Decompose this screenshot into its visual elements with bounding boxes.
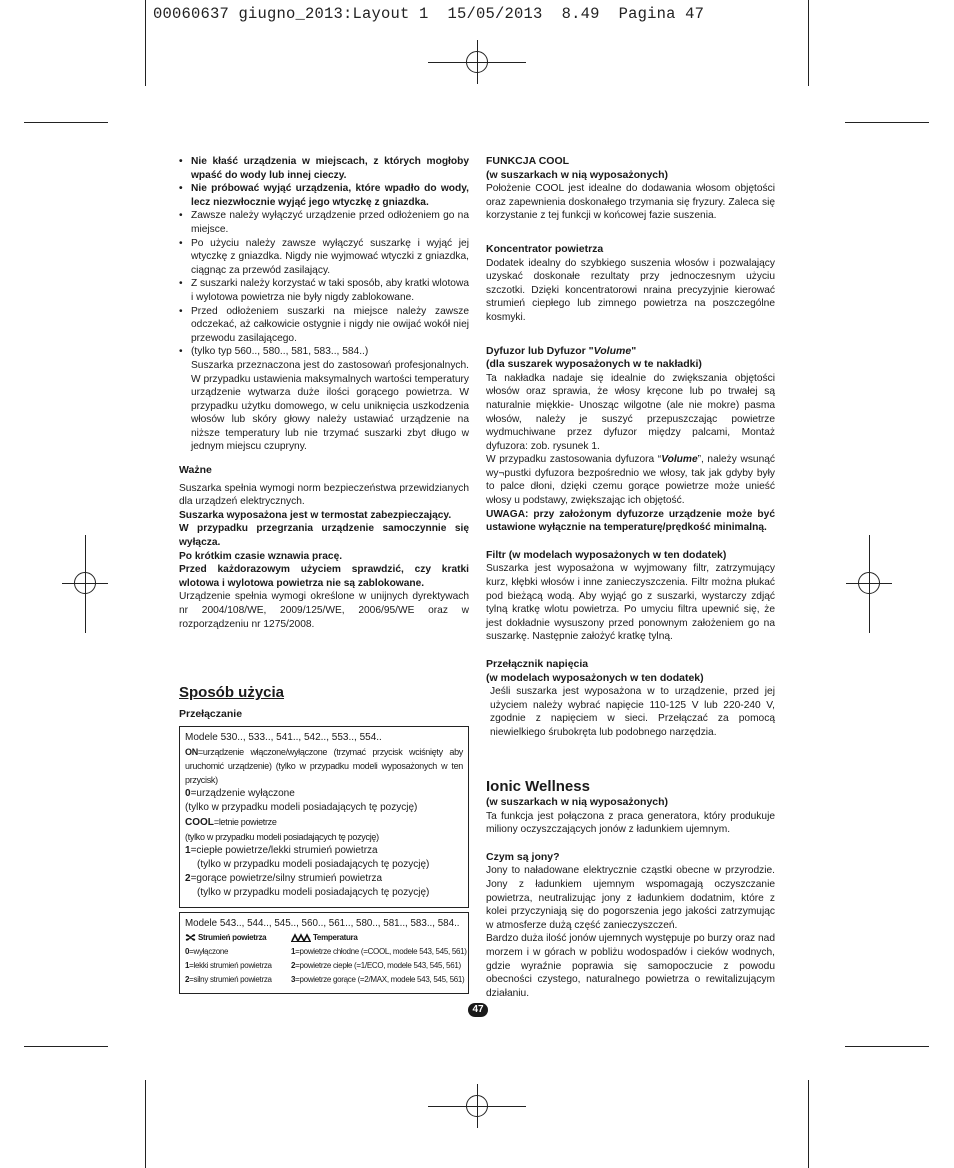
temp-key: 3 bbox=[291, 975, 296, 984]
dyfuzor-heading bbox=[486, 345, 775, 359]
jony-heading: Czym są jony? bbox=[486, 850, 560, 863]
page-number: 47 bbox=[468, 1003, 488, 1017]
switch-note: (tylko w przypadku modeli posiadających tę pozycję) bbox=[185, 832, 379, 842]
switch-desc: =urządzenie włączone/wyłączone (trzymać przycisk wciśnięty aby uruchomić urządzenie) (tylko w przypadku modeli wyposażonych w ten przycisk) bbox=[185, 747, 463, 785]
filtr-text: Suszarka jest wyposażona w wyjmowany filtr, zatrzymujący kurz, kłębki włosów i inne zanieczyszczenia. Filtr można płukać pod bieżącą wodą. Aby wyjąć go z suszarki, wystarczy zdjąć tylną kratkę wlotu powietrza. Po umyciu filtra upewnić się, że jest dokładnie wysuszony przed ponownym założeniem go na suszarkę. Następnie założyć kratkę tylną. bbox=[486, 563, 775, 643]
ionic-heading: Ionic Wellness bbox=[486, 778, 590, 795]
switch-desc: =ciepłe powietrze/lekki strumień powietrza bbox=[190, 845, 378, 856]
temp-desc: =powietrze ciepłe (=1/ECO, modele 543, 545, 561) bbox=[295, 961, 461, 970]
dyfuzor-subheading: (dla suszarek wyposażonych w te nakładki) bbox=[486, 358, 702, 371]
speed-desc: =silny strumień powietrza bbox=[189, 975, 272, 984]
switch-note: (tylko w przypadku modeli posiadających tę pozycję) bbox=[185, 802, 418, 813]
column-title: Temperatura bbox=[312, 933, 358, 942]
speed-desc: =wyłączone bbox=[189, 947, 229, 956]
cool-heading: FUNKCJA COOL bbox=[486, 155, 570, 167]
wazne-text: Urządzenie spełnia wymogi określone w unijnych dyrektywach nr 2004/108/WE, 2009/125/WE, 2006/95/WE oraz w rozporządzeniu nr 1275/2008. bbox=[179, 591, 469, 630]
bullet-item: • Z suszarki należy korzystać w taki sposób, aby kratki wlotowa i wylotowa powietrza nie były nigdy zablokowane. bbox=[179, 277, 469, 304]
box-models: Modele 530.., 533.., 541.., 542.., 553.., 554.. bbox=[185, 732, 382, 743]
wazne-text: Przed każdorazowym użyciem sprawdzić, czy kratki wlotowa i wylotowa powietrza nie są zablokowane. bbox=[179, 564, 469, 589]
temp-key: 2 bbox=[291, 961, 296, 970]
sposob-uzycia-heading: Sposób użycia bbox=[179, 684, 285, 701]
fan-icon bbox=[185, 933, 196, 942]
speed-key: 2 bbox=[185, 975, 190, 984]
box-models: Modele 543.., 544.., 545.., 560.., 561.., 580.., 581.., 583.., 584.. bbox=[185, 918, 460, 929]
print-header: 00060637 giugno_2013:Layout 1 15/05/2013 8.49 Pagina 47 bbox=[153, 5, 705, 23]
professional-note: Suszarka przeznaczona jest do zastosowań profesjonalnych. W przypadku ustawienia maksymalnych wartości temperatury urządzenie wytwarza duże ilości gorącego powietrza. W przypadku użytku domowego, w celu uniknięcia uszkodzenia włosów lub skóry głowy należy ustawiać urządzenie na niższe temperatury lub nie trzymać suszarki zbyt długo w jednym miejscu czupryny. bbox=[191, 359, 469, 453]
switch-desc: =letnie powietrze bbox=[213, 817, 277, 827]
crop-mark bbox=[24, 1046, 108, 1047]
filtr-heading: Filtr (w modelach wyposażonych w ten dodatek) bbox=[486, 548, 727, 561]
dyfuzor-text-volume: Volume bbox=[661, 454, 698, 466]
crop-mark bbox=[145, 0, 146, 86]
crop-mark bbox=[808, 1080, 809, 1168]
wazne-heading: Ważne bbox=[179, 464, 212, 477]
bullet-item: • Nie kłaść urządzenia w miejscach, z których mogłoby wpaść do wody lub innej cieczy. bbox=[179, 155, 469, 182]
switch-box-2 bbox=[179, 912, 469, 994]
switch-desc: =gorące powietrze/silny strumień powietrza bbox=[190, 873, 383, 884]
speed-key: 1 bbox=[185, 961, 190, 970]
switch-key: 1 bbox=[185, 845, 191, 856]
dyfuzor-heading-volume: Volume bbox=[593, 344, 632, 357]
dyfuzor-text-c: ”, należy wsunąć wy¬pustki dyfuzora bezpośrednio we włosy, tak jak gdyby były to palce dłoni, dzięki czemu gorące powietrze może unieść włosy u podstawy, zwiększając ich objętość. bbox=[486, 454, 776, 507]
dyfuzor-heading-quote: " bbox=[631, 344, 637, 357]
dyfuzor-text: Ta nakładka nadaje się idealnie do zwiększania objętości włosów oraz sprawia, że włosy kręcone lub po trwałej są naturalnie miękkie- Unosząc wilgotne (ale nie mokre) pasma włosów, należy je suszyć przepuszczając powietrze wydmuchiwane przez dyfuzor między palcami, Montaż dyfuzora: zob. rysunek 1. bbox=[486, 372, 775, 452]
jony-text: Bardzo duża ilość jonów ujemnych występuje po burzy oraz nad morzem i w górach w pobliżu wodospadów i cieków wodnych, gdzie wyraźnie poprawia się samopoczucie z powodu obecności czystego, naturalnego powietrza o rewitalizującym działaniu. bbox=[486, 933, 775, 999]
dyfuzor-text bbox=[486, 453, 775, 507]
temp-desc: =powietrze gorące (=2/MAX, modele 543, 545, 561) bbox=[295, 975, 465, 984]
przelacznik-heading: Przełącznik napięcia bbox=[486, 658, 589, 670]
jony-text: Jony to naładowane elektrycznie cząstki obecne w przyrodzie. Jony z ładunkiem ujemnym wspomagają oczyszczanie powietrza, neutralizując jony z ładunkiem dodatnim, które z kolei przyczyniają się do pogorszenia jego jakości zatrzymując w atmosferze dużą część zanieczyszczeń. bbox=[486, 865, 775, 931]
switch-key: COOL bbox=[185, 817, 214, 828]
wazne-text: Suszarka wyposażona jest w termostat zabezpieczający. bbox=[179, 509, 452, 521]
przelacznik-text: Jeśli suszarka jest wyposażona w to urządzenie, przed jej użyciem należy wybrać napięcie 110-125 V lub 220-240 V, zgodnie z napięciem w sieci. Przełączać za pomocą niewielkiego śrubokręta lub podobnego narzędzia. bbox=[490, 686, 775, 738]
crop-mark bbox=[24, 122, 108, 123]
wazne-text: Suszarka spełnia wymogi norm bezpieczeństwa przewidzianych dla urządzeń elektrycznych. bbox=[179, 482, 469, 508]
koncentrator-text: Dodatek idealny do szybkiego suszenia włosów i pozwalający uzyskać doskonałe rezultaty przy jednoczesnym użyciu szczotki. Dzięki koncentratorowi nraina precyzyjnie kierować strumień ciepłego lub zimnego powietrza na poszczególne kosmyki. bbox=[486, 257, 775, 323]
crop-mark bbox=[145, 1080, 146, 1168]
ionic-text: Ta funkcja jest połączona z praca generatora, który produkuje miliony oczyszczających jonów z ładunkiem ujemnym. bbox=[486, 810, 775, 836]
ionic-subheading: (w suszarkach w nią wyposażonych) bbox=[486, 796, 669, 808]
dyfuzor-text-a: W przypadku zastosowania dyfuzora “ bbox=[486, 454, 662, 466]
koncentrator-heading: Koncentrator powietrza bbox=[486, 242, 604, 255]
wazne-text: Po krótkim czasie wznawia pracę. bbox=[179, 550, 343, 562]
heat-icon bbox=[291, 933, 311, 942]
crop-mark bbox=[808, 0, 809, 86]
switch-key: 2 bbox=[185, 873, 191, 884]
left-column bbox=[179, 155, 469, 631]
dyfuzor-heading-text: Dyfuzor lub Dyfuzor " bbox=[486, 344, 594, 357]
temp-key: 1 bbox=[291, 947, 296, 956]
bullet-item: • Zawsze należy wyłączyć urządzenie przed odłożeniem go na miejsce. bbox=[179, 209, 469, 236]
wazne-text: W przypadku przegrzania urządzenie samoczynnie się wyłącza. bbox=[179, 523, 469, 549]
cool-text: Położenie COOL jest idealne do dodawania włosom objętości oraz zapewnienia doskonałego trzymania się fryzury. Zaleca się korzystanie z tej funkcji w końcowej fazie suszenia. bbox=[486, 183, 775, 222]
dyfuzor-warning: UWAGA: przy założonym dyfuzorze urządzenie może być ustawione wyłącznie na temperaturę/prędkość minimalną. bbox=[486, 508, 775, 534]
bullet-item: • Po użyciu należy zawsze wyłączyć suszarkę i wyjąć jej wtyczkę z gniazdka. Nigdy nie wyjmować wtyczki z gniazdka, ciągnąc za przewód zasilający. bbox=[179, 237, 469, 278]
column-title: Strumień powietrza bbox=[197, 933, 267, 942]
temp-desc: =powietrze chłodne (=COOL, modele 543, 545, 561) bbox=[295, 947, 467, 956]
right-column bbox=[486, 155, 775, 740]
speed-key: 0 bbox=[185, 947, 190, 956]
cool-subheading: (w suszarkach w nią wyposażonych) bbox=[486, 168, 669, 181]
przelacznik-subheading: (w modelach wyposażonych w ten dodatek) bbox=[486, 671, 704, 684]
right-column-lower bbox=[486, 778, 775, 1000]
switch-box-1 bbox=[179, 726, 469, 908]
bullet-item: • Nie próbować wyjąć urządzenia, które wpadło do wody, lecz niezwłocznie wyjąć jego wtyczkę z gniazdka. bbox=[179, 182, 469, 209]
switch-key: 0 bbox=[185, 788, 191, 799]
crop-mark bbox=[845, 1046, 929, 1047]
crop-mark bbox=[845, 122, 929, 123]
bullet-item: • (tylko typ 560.., 580.., 581, 583.., 584..) bbox=[179, 345, 469, 359]
switch-note: (tylko w przypadku modeli posiadających tę pozycję) bbox=[197, 859, 430, 870]
przelaczanie-heading: Przełączanie bbox=[179, 708, 243, 720]
safety-bullet-list bbox=[179, 155, 469, 359]
switch-note: (tylko w przypadku modeli posiadających tę pozycję) bbox=[197, 887, 430, 898]
switch-key: ON bbox=[185, 747, 198, 757]
bullet-item: • Przed odłożeniem suszarki na miejsce należy zawsze odczekać, aż całkowicie ostygnie i nigdy nie owijać wokół niej przewodu zasilającego. bbox=[179, 305, 469, 346]
switch-desc: =urządzenie wyłączone bbox=[190, 788, 295, 799]
speed-desc: =lekki strumień powietrza bbox=[189, 961, 272, 970]
